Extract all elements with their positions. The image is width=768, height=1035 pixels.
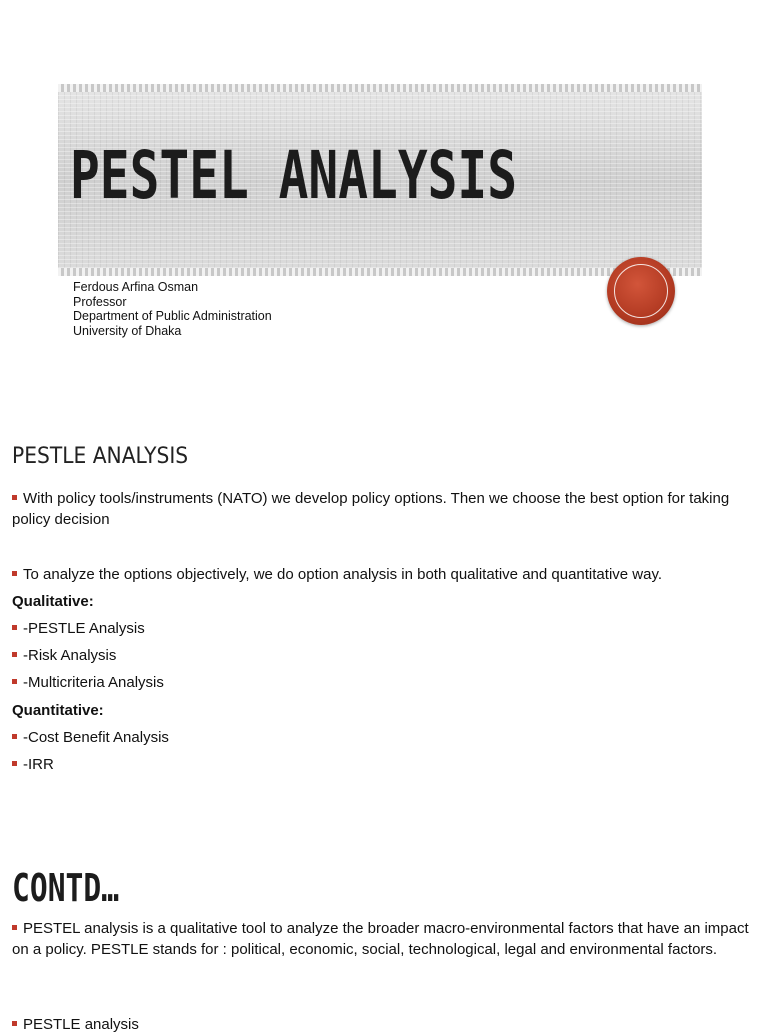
pestle-analysis-slide	[0, 390, 768, 810]
list-item: -Risk Analysis	[12, 645, 754, 666]
author-role: Professor	[73, 294, 127, 309]
list-item: -Cost Benefit Analysis	[12, 727, 754, 748]
contd-slide	[0, 818, 768, 1033]
author-info	[73, 280, 272, 338]
bullet-square-icon	[12, 652, 17, 657]
bullet-square-icon	[12, 679, 17, 684]
bullet-square-icon	[12, 1021, 17, 1026]
bullet-square-icon	[12, 571, 17, 576]
list-item: -PESTLE Analysis	[12, 618, 754, 639]
red-circle-emblem	[607, 257, 675, 325]
bullet-square-icon	[12, 925, 17, 930]
author-university: University of Dhaka	[73, 323, 182, 338]
quantitative-label: Quantitative:	[12, 702, 104, 719]
title-slide	[0, 0, 768, 380]
slide-title: CONTD…	[12, 866, 120, 910]
bullet-square-icon	[12, 761, 17, 766]
bullet-pestel-definition: PESTEL analysis is a qualitative tool to analyze the broader macro-environmental factors that have an impact on a policy. PESTLE stands for : political, economic, social, technological, legal and environmental factors.	[12, 920, 749, 958]
bullet-pestle-analysis: PESTLE analysis	[12, 1014, 754, 1035]
author-department: Department of Public Administration	[73, 309, 272, 323]
bullet-option-analysis: To analyze the options objectively, we do option analysis in both qualitative and quantitative way.	[12, 564, 754, 585]
bullet-square-icon	[12, 625, 17, 630]
bullet-policy-tools: With policy tools/instruments (NATO) we develop policy options. Then we choose the best option for taking policy decision	[12, 490, 730, 528]
slide-title: PESTLE ANALYSIS	[12, 444, 189, 469]
presentation-title: PESTEL ANALYSIS	[70, 137, 518, 214]
author-name: Ferdous Arfina Osman	[73, 280, 199, 294]
bullet-square-icon	[12, 495, 17, 500]
bullet-square-icon	[12, 734, 17, 739]
qualitative-label: Qualitative:	[12, 593, 94, 610]
list-item: -Multicriteria Analysis	[12, 672, 754, 693]
list-item: -IRR	[12, 754, 754, 775]
